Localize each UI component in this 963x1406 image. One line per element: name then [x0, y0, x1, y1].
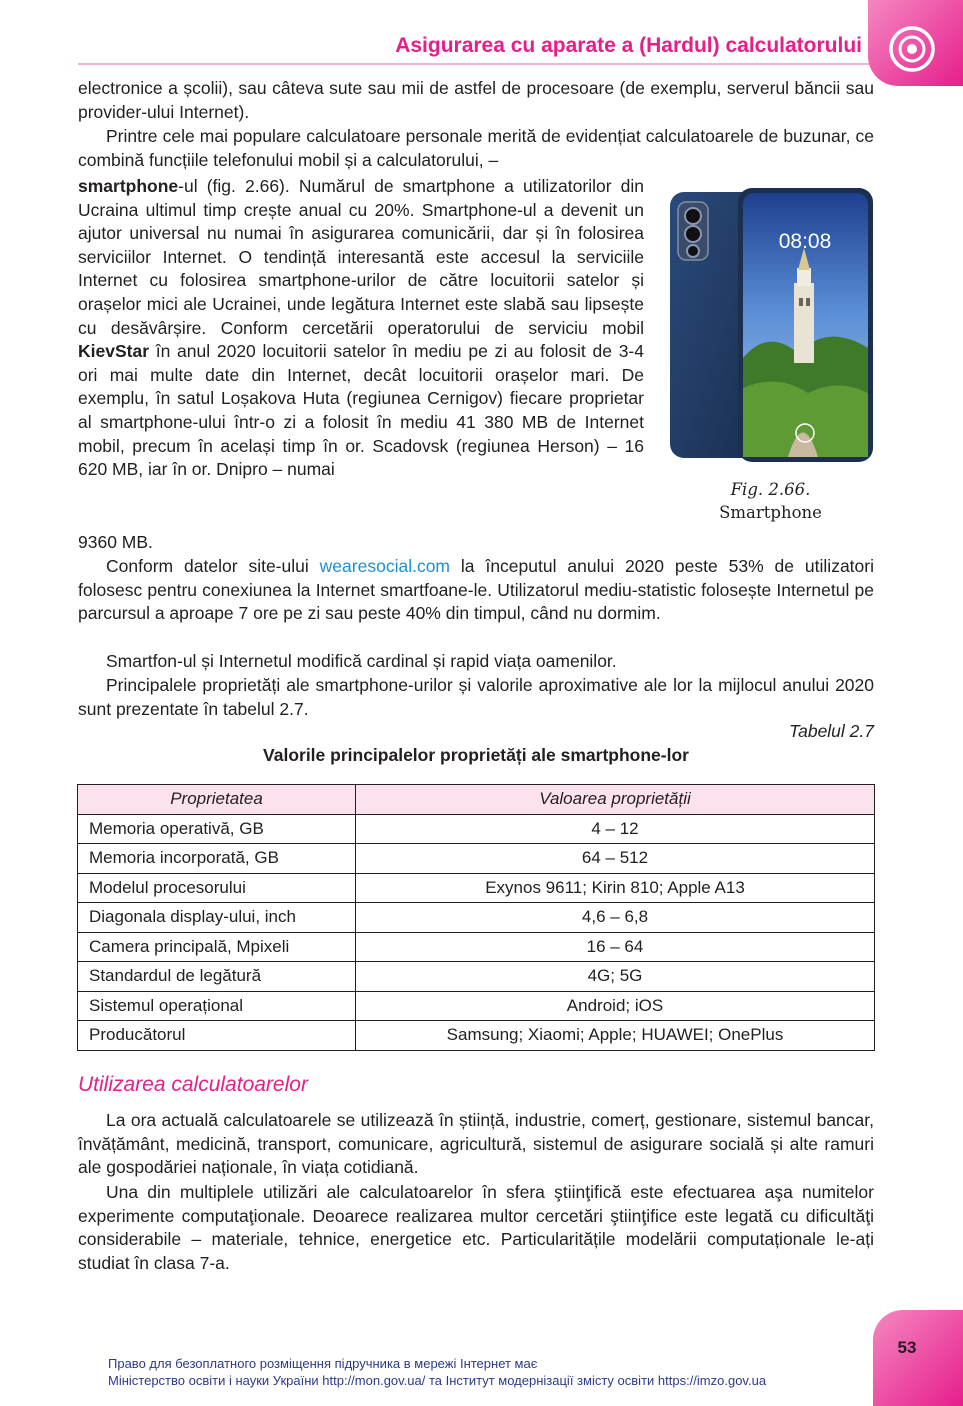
paragraph-4-text-b: la începutul anului 2020 peste 53% de utilizatori folosesc pentru conexiunea la Internet smartfoane-le. Utilizatorul mediu-statistic folosește Internetul pe parcursul a aproape 7 ore pe zi sau peste 40% din timpul, când nu dormim. — [78, 556, 874, 624]
property-cell: Camera principală, Mpixeli — [78, 932, 356, 962]
section-paragraph-1: La ora actuală calculatoarele se utilizează în știință, industrie, comerț, gestionare, sistemul bancar, învățământ, medicină, transport, comunicare, agricultură, sistemul de asigurare socială și alte ramuri ale gospodăriei naționale, în viața cotidiană. — [78, 1110, 874, 1178]
table-row — [78, 932, 875, 962]
table-header-cell: Valoarea proprietății — [356, 785, 875, 815]
footer-line-1: Право для безоплатного розміщення підручника в мережі Інтернет має — [108, 1356, 538, 1371]
table-row — [78, 1021, 875, 1051]
table-header-cell: Proprietatea — [78, 785, 356, 815]
figure-caption — [668, 478, 873, 524]
paragraph-3-text-b: în anul 2020 locuitorii satelor în mediu pe zi au folosit de 3-4 ori mai multe date din Internet, decât locuitorii orașelor mari. De exemplu, în satul Loșakova Huta (regiunea Cernigov) fiecare proprietar al smartphone-ului într-o zi a folosit în mediu 41 380 MB de Internet mobil, precum în același timp în or. Scadovsk (regiunea Herson) – 16 620 MB, iar în or. Dnipro – numai — [78, 341, 644, 480]
table-title: Valorile principalelor proprietăți ale smartphone-lor — [263, 745, 689, 765]
footer-line-2: Міністерство освіти і науки України http://mon.gov.ua/ та Інститут модернізації змісту освіти https://imzo.gov.ua — [108, 1373, 767, 1388]
properties-table — [77, 784, 875, 1051]
table-row — [78, 962, 875, 992]
property-cell: Modelul procesorului — [78, 873, 356, 903]
value-cell: 4G; 5G — [356, 962, 875, 992]
figure-number: Fig. 2.66. — [730, 480, 811, 499]
table-row — [78, 814, 875, 844]
property-cell: Sistemul operațional — [78, 991, 356, 1021]
paragraph-2: Printre cele mai populare calculatoare personale merită de evidențiat calculatoarele de buzunar, ce combină funcțiile telefonului mobil și a calculatorului, – — [78, 126, 874, 170]
value-cell: Exynos 9611; Kirin 810; Apple A13 — [356, 873, 875, 903]
paragraph-1: electronice a școlii), sau câteva sute sau mii de astfel de procesoare (de exemplu, serverul băncii sau provider-ului Internet). — [78, 78, 874, 122]
target-icon — [887, 24, 937, 74]
section-paragraph-2: Una din multiplele utilizări ale calculatoarelor în sfera ştiinţifică este efectuarea aşa numitelor experimente computaţionale. Deoarece realizarea multor cercetări ştiinţifice este legată cu dificultăţi considerabile – materiale, tehnice, energetice etc. Particularitățile modelării computaționale le-ați studiat în clasa 7-a. — [78, 1182, 874, 1273]
table-header-row — [78, 785, 875, 815]
value-cell: Android; iOS — [356, 991, 875, 1021]
paragraph-6: Principalele proprietăți ale smartphone-urilor și valorile aproximative ale lor la mijlocul anului 2020 sunt prezentate în tabelul 2.7. — [78, 675, 874, 719]
paragraph-4-text-a: Conform datelor site-ului — [106, 556, 320, 576]
header-rule — [78, 63, 878, 65]
paragraph-3-tail: 9360 MB. — [78, 532, 153, 552]
wearesocial-link[interactable]: wearesocial.com — [319, 556, 450, 576]
term-kievstar: KievStar — [78, 341, 150, 362]
page-number-tab — [873, 1310, 963, 1406]
property-cell: Producătorul — [78, 1021, 356, 1051]
figure-title: Smartphone — [719, 503, 822, 522]
table-row — [78, 903, 875, 933]
property-cell: Standardul de legătură — [78, 962, 356, 992]
term-smartphone: smartphone — [78, 176, 179, 196]
value-cell: Samsung; Xiaomi; Apple; HUAWEI; OnePlus — [356, 1021, 875, 1051]
value-cell: 16 – 64 — [356, 932, 875, 962]
paragraph-3 — [78, 175, 644, 482]
table-label: Tabelul 2.7 — [789, 721, 874, 741]
page-number: 53 — [897, 1338, 917, 1357]
chapter-title: Asigurarea cu aparate a (Hardul) calculatorului — [395, 34, 862, 57]
value-cell: 4,6 – 6,8 — [356, 903, 875, 933]
property-cell: Diagonala display-ului, inch — [78, 903, 356, 933]
property-cell: Memoria operativă, GB — [78, 814, 356, 844]
section-heading: Utilizarea calculatoarelor — [78, 1073, 308, 1096]
paragraph-5: Smartfon-ul și Internetul modifică cardinal și rapid viața oamenilor. — [106, 651, 617, 671]
lockscreen-clock: 08:08 — [778, 230, 832, 253]
value-cell: 64 – 512 — [356, 844, 875, 874]
table-row — [78, 991, 875, 1021]
table-row — [78, 873, 875, 903]
paragraph-3-text-a: -ul (fig. 2.66). Numărul de smartphone a utilizatorilor din Ucraina ultimul timp crește anual cu 20%. Smartphone-ul a devenit un ajutor universal nu numai în asigurarea comunicării, dar și în folosirea serviciilor Internet. O tendință interesantă este accesul la serviciile Internet cu folosirea smartphone-urilor de către locuitorii satelor și orașelor mici ale Ucrainei, unde legătura Internet este slabă sau lipsește cu desăvârșire. Conform cercetării operatorului de serviciu mobil — [78, 176, 644, 338]
value-cell: 4 – 12 — [356, 814, 875, 844]
property-cell: Memoria incorporată, GB — [78, 844, 356, 874]
table-row — [78, 844, 875, 874]
paragraph-4 — [78, 555, 874, 626]
smartphone-figure — [668, 188, 875, 463]
